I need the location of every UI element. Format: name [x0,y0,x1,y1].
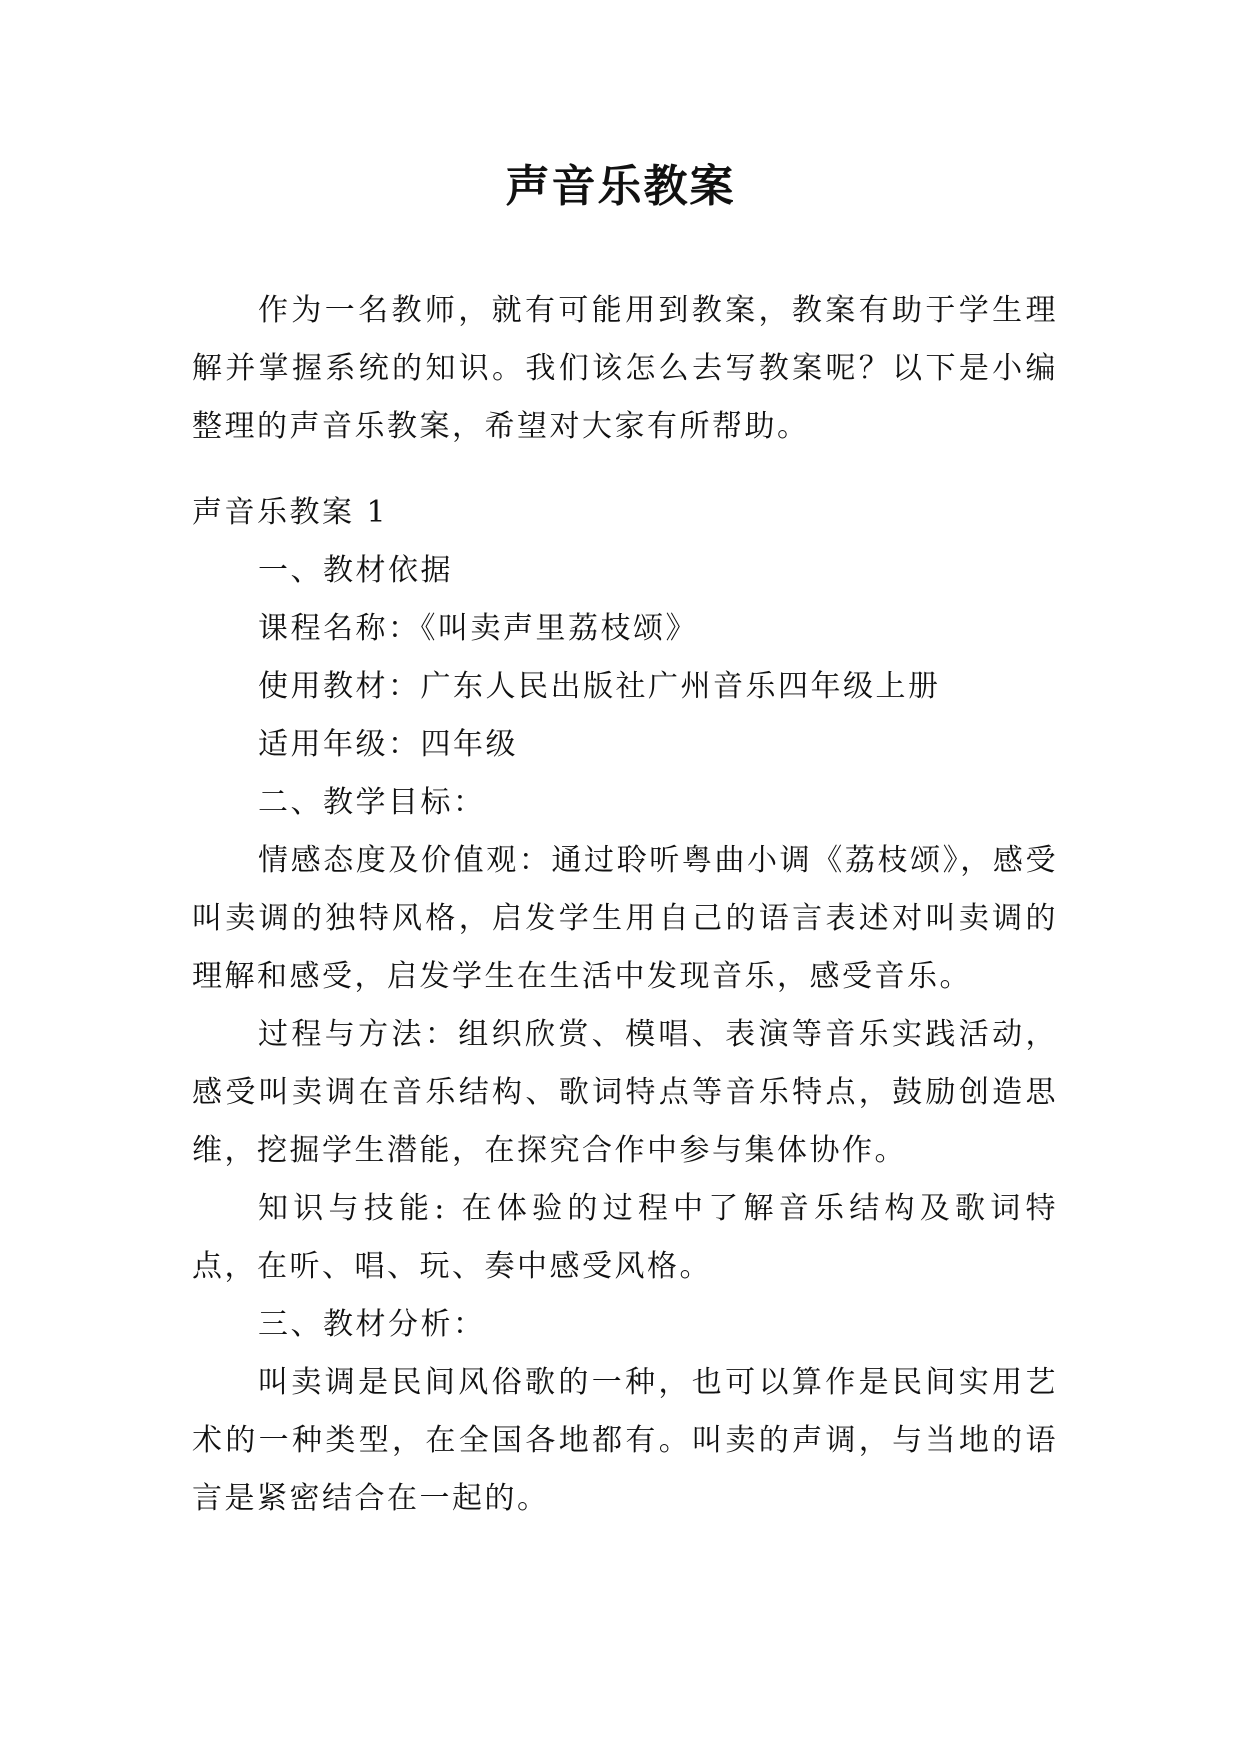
item-analysis-text: 叫卖调是民间风俗歌的一种，也可以算作是民间实用艺术的一种类型，在全国各地都有。叫卖的声调，与当地的语言是紧密结合在一起的。 [192,1365,1058,1516]
section-heading: 声音乐教案 1 [192,495,389,530]
item-goal-emotion: 情感态度及价值观：通过聆听粤曲小调《荔枝颂》，感受叫卖调的独特风格，启发学生用自己的语言表述对叫卖调的理解和感受，启发学生在生活中发现音乐，感受音乐。 [192,843,1058,994]
item-goal-knowledge: 知识与技能: 在体验的过程中了解音乐结构及歌词特点，在听、唱、玩、奏中感受风格。 [192,1191,1058,1284]
item-grade: 适用年级：四年级 [258,727,518,762]
item-basis-heading: 一、教材依据 [258,553,453,588]
document-title: 声音乐教案 [505,161,736,212]
item-analysis-heading: 三、教材分析： [258,1307,486,1342]
item-goals-heading: 二、教学目标： [258,785,486,820]
intro-paragraph: 作为一名教师，就有可能用到教案，教案有助于学生理解并掌握系统的知识。我们该怎么去写教案呢？以下是小编整理的声音乐教案，希望对大家有所帮助。 [192,293,1058,444]
document-body [192,282,1058,1528]
item-goal-process: 过程与方法：组织欣赏、模唱、表演等音乐实践活动，感受叫卖调在音乐结构、歌词特点等音乐特点，鼓励创造思维，挖掘学生潜能，在探究合作中参与集体协作。 [192,1017,1058,1168]
item-course-name: 课程名称：《叫卖声里荔枝颂》 [258,611,698,646]
item-textbook: 使用教材：广东人民出版社广州音乐四年级上册 [258,669,941,704]
